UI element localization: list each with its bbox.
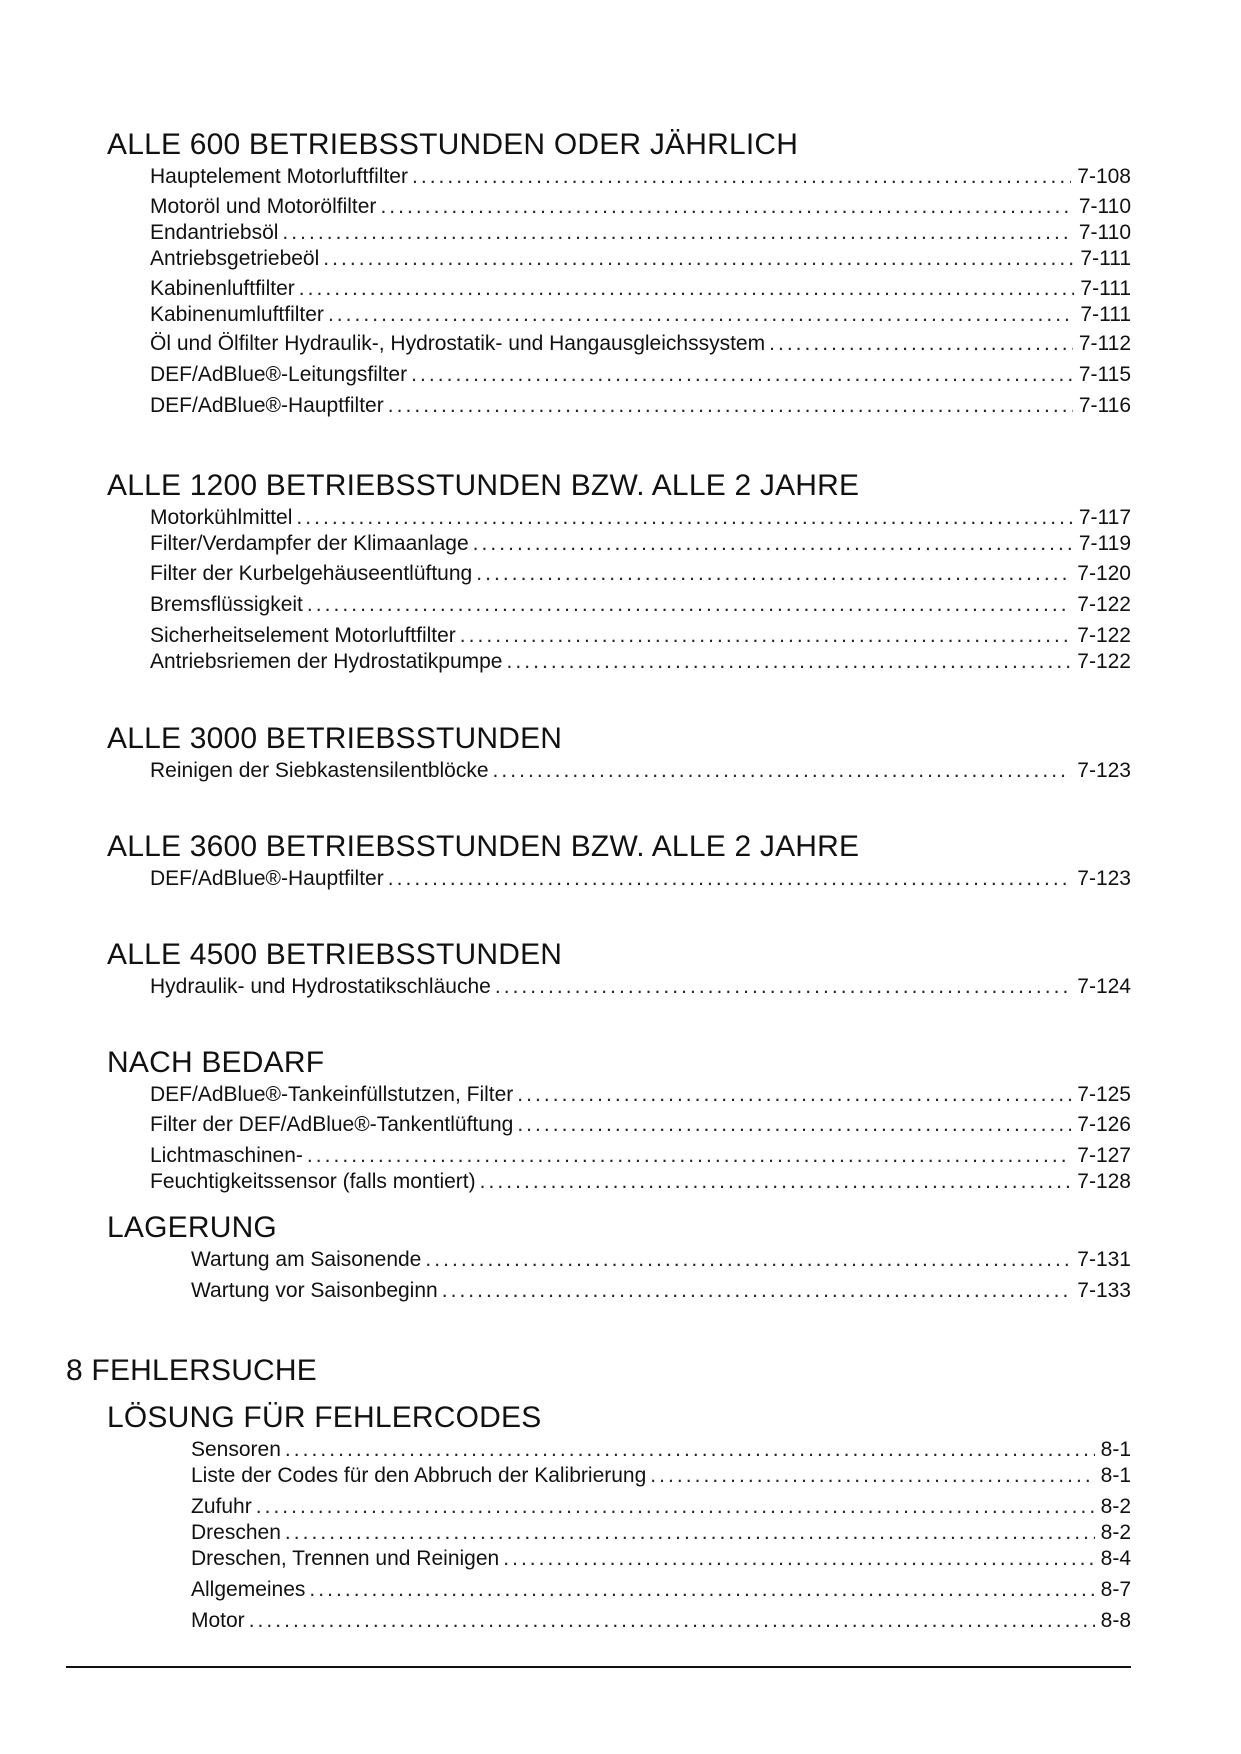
toc-entry-page: 7-126 [1077,1113,1131,1136]
toc-entry-label: Öl und Ölfilter Hydraulik-, Hydrostatik- und Hangausgleichssystem [150,332,766,355]
dot-leader [517,1111,1071,1139]
toc-entry-label: Endantriebsöl [150,221,279,244]
toc-entry[interactable] [150,275,1131,303]
toc-entry-label: Reinigen der Siebkastensilentblöcke [150,759,489,782]
toc-entry-label: Sicherheitselement Motorluftfilter [150,624,456,647]
toc-entry[interactable] [150,1142,1131,1170]
dot-leader [507,648,1072,676]
dot-leader [299,275,1075,303]
dot-leader [328,301,1074,329]
section-heading: ALLE 4500 BETRIEBSSTUNDEN [107,938,563,971]
toc-entry-page: 7-112 [1078,332,1131,355]
toc-entry[interactable] [150,865,1131,893]
toc-entry-page: 8-8 [1100,1609,1131,1632]
toc-entry-label: Allgemeines [191,1578,306,1601]
toc-entry[interactable] [150,757,1131,785]
toc-entry-label: DEF/AdBlue®-Hauptfilter [150,394,384,417]
toc-entry-label: Feuchtigkeitssensor (falls montiert) [150,1170,476,1193]
section-heading: LÖSUNG FÜR FEHLERCODES [107,1401,542,1434]
toc-entry-page: 7-131 [1077,1248,1131,1271]
dot-leader [256,1493,1095,1521]
toc-entry-label: Sensoren [191,1438,281,1461]
toc-entry-label: DEF/AdBlue®-Tankeinfüllstutzen, Filter [150,1083,514,1106]
toc-entry-page: 7-122 [1077,624,1131,647]
toc-entry[interactable] [150,1081,1131,1109]
toc-entry-page: 8-7 [1100,1578,1131,1601]
dot-leader [650,1462,1094,1490]
toc-entry[interactable] [150,504,1131,532]
toc-entry[interactable] [191,1576,1131,1604]
toc-entry-page: 7-127 [1077,1144,1131,1167]
dot-leader [309,1576,1094,1604]
dot-leader [249,1607,1095,1635]
toc-entry-label: Antriebsgetriebeöl [150,247,320,270]
dot-leader [517,1081,1071,1109]
toc-entry[interactable] [150,622,1131,650]
toc-entry-label: Hauptelement Motorluftfilter [150,165,408,188]
toc-entry-page: 7-115 [1078,363,1131,386]
chapter-heading: 8 FEHLERSUCHE [66,1354,317,1387]
section-heading: ALLE 1200 BETRIEBSSTUNDEN BZW. ALLE 2 JAHRE [107,469,860,502]
toc-entry-label: Dreschen, Trennen und Reinigen [191,1547,500,1570]
dot-leader [323,245,1074,273]
toc-entry[interactable] [150,245,1131,273]
toc-entry-page: 7-110 [1078,221,1131,244]
toc-entry-page: 7-111 [1080,277,1131,300]
toc-entry[interactable] [150,163,1131,191]
toc-entry-page: 7-111 [1080,303,1131,326]
toc-entry-label: Bremsflüssigkeit [150,593,303,616]
toc-entry[interactable] [150,219,1131,247]
toc-entry-page: 7-125 [1077,1083,1131,1106]
dot-leader [380,193,1072,221]
toc-entry[interactable] [150,193,1131,221]
toc-entry-page: 7-133 [1077,1279,1131,1302]
dot-leader [307,1142,1071,1170]
toc-entry-page: 8-4 [1100,1547,1131,1570]
section-heading: ALLE 3600 BETRIEBSSTUNDEN BZW. ALLE 2 JAHRE [107,830,860,863]
dot-leader [425,1246,1071,1274]
toc-entry-label: DEF/AdBlue®-Hauptfilter [150,867,384,890]
dot-leader [476,560,1071,588]
section-heading: LAGERUNG [107,1211,277,1244]
dot-leader [480,1168,1072,1196]
toc-entry[interactable] [150,1111,1131,1139]
dot-leader [388,865,1072,893]
toc-entry-page: 7-124 [1077,975,1131,998]
toc-entry-page: 7-111 [1080,247,1131,270]
toc-entry-page: 7-110 [1078,195,1131,218]
toc-entry-label: DEF/AdBlue®-Leitungsfilter [150,363,408,386]
toc-entry-page: 7-108 [1077,165,1131,188]
toc-entry[interactable] [150,591,1131,619]
toc-entry-page: 8-2 [1100,1521,1131,1544]
dot-leader [411,361,1073,389]
dot-leader [769,330,1073,358]
dot-leader [282,219,1072,247]
toc-entry-label: Filter/Verdampfer der Klimaanlage [150,532,469,555]
toc-entry[interactable] [150,361,1131,389]
toc-entry-page: 7-123 [1077,867,1131,890]
toc-entry-label: Kabinenluftfilter [150,277,295,300]
toc-entry-page: 7-122 [1077,650,1131,673]
dot-leader [460,622,1071,650]
toc-entry-label: Motoröl und Motorölfilter [150,195,377,218]
dot-leader [388,392,1073,420]
toc-entry-label: Motor [191,1609,245,1632]
toc-entry[interactable] [150,392,1131,420]
toc-entry[interactable] [191,1436,1131,1464]
toc-entry[interactable] [150,648,1131,676]
toc-entry-label: Antriebsriemen der Hydrostatikpumpe [150,650,503,673]
toc-entry-page: 8-1 [1100,1438,1131,1461]
toc-entry-page: 7-122 [1077,593,1131,616]
toc-entry-page: 7-119 [1078,532,1131,555]
toc-entry[interactable] [150,560,1131,588]
toc-entry-page: 8-1 [1100,1464,1131,1487]
toc-entry-label: Filter der DEF/AdBlue®-Tankentlüftung [150,1113,514,1136]
dot-leader [493,757,1072,785]
toc-entry-page: 8-2 [1100,1495,1131,1518]
toc-entry-label: Wartung vor Saisonbeginn [191,1279,438,1302]
dot-leader [495,973,1071,1001]
toc-entry-label: Liste der Codes für den Abbruch der Kalibrierung [191,1464,647,1487]
dot-leader [412,163,1071,191]
dot-leader [307,591,1071,619]
toc-entry[interactable] [150,530,1131,558]
toc-entry-page: 7-128 [1077,1170,1131,1193]
toc-entry-page: 7-117 [1078,506,1131,529]
toc-entry[interactable] [191,1545,1131,1573]
section-heading: ALLE 3000 BETRIEBSSTUNDEN [107,722,563,755]
toc-entry[interactable] [191,1462,1131,1490]
dot-leader [442,1277,1072,1305]
dot-leader [285,1436,1095,1464]
section-heading: NACH BEDARF [107,1046,325,1079]
toc-entry[interactable] [150,301,1131,329]
toc-entry[interactable] [191,1277,1131,1305]
toc-entry-page: 7-123 [1077,759,1131,782]
toc-entry-label: Dreschen [191,1521,281,1544]
footer-rule [66,1666,1131,1668]
toc-entry-label: Zufuhr [191,1495,252,1518]
toc-entry-label: Filter der Kurbelgehäuseentlüftung [150,562,473,585]
toc-entry-label: Kabinenumluftfilter [150,303,324,326]
toc-entry[interactable] [191,1246,1131,1274]
toc-entry[interactable] [150,330,1131,358]
section-heading: ALLE 600 BETRIEBSSTUNDEN ODER JÄHRLICH [107,128,799,161]
dot-leader [296,504,1072,532]
toc-entry-label: Wartung am Saisonende [191,1248,422,1271]
toc-entry-page: 7-120 [1077,562,1131,585]
dot-leader [503,1545,1094,1573]
toc-entry-label: Hydraulik- und Hydrostatikschläuche [150,975,491,998]
toc-entry[interactable] [150,973,1131,1001]
toc-entry-label: Motorkühlmittel [150,506,293,529]
toc-entry[interactable] [150,1168,1131,1196]
toc-entry-label: Lichtmaschinen- [150,1144,303,1167]
toc-entry[interactable] [191,1493,1131,1521]
dot-leader [285,1519,1095,1547]
toc-entry[interactable] [191,1519,1131,1547]
dot-leader [473,530,1073,558]
toc-entry-page: 7-116 [1078,394,1131,417]
toc-entry[interactable] [191,1607,1131,1635]
